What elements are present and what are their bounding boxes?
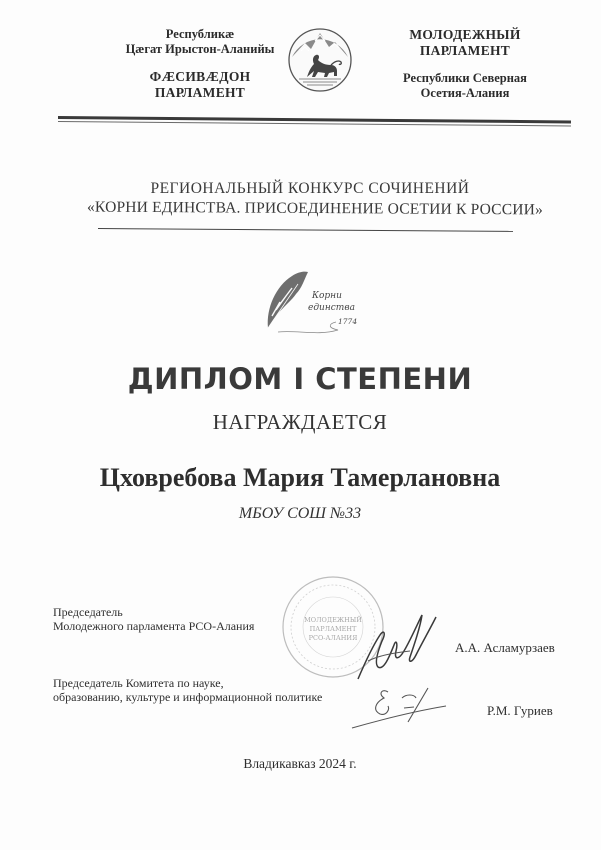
header-left-org2: ПАРЛАМЕНТ <box>154 85 246 100</box>
svg-text:1774: 1774 <box>338 317 358 326</box>
svg-text:РСО-АЛАНИЯ: РСО-АЛАНИЯ <box>308 634 358 642</box>
signatory-1-name: А.А. Асламурзаев <box>455 640 555 655</box>
header-left-org1: ФÆСИВÆДОН <box>149 69 251 84</box>
header-left-line2: Цæгат Ирыстон-Аланийы <box>125 42 275 56</box>
header-right-line2: Осетия-Алания <box>420 86 510 100</box>
republic-emblem-icon <box>287 27 353 93</box>
signatory-2-name: Р.М. Гуриев <box>487 703 553 718</box>
city-year: Владикавказ 2024 г. <box>243 756 357 771</box>
contest-title-line1: РЕГИОНАЛЬНЫЙ КОНКУРС СОЧИНЕНИЙ <box>150 180 470 197</box>
header-left-line1: Республикæ <box>165 27 235 41</box>
svg-text:МОЛОДЕЖНЫЙ: МОЛОДЕЖНЫЙ <box>304 616 362 624</box>
header-right-org2: ПАРЛАМЕНТ <box>419 43 511 58</box>
recipient-school: МБОУ СОШ №33 <box>238 505 362 522</box>
signatory-2-role <box>53 676 343 704</box>
header-right-org1: МОЛОДЕЖНЫЙ <box>409 27 521 42</box>
header-right-line1: Республики Северная <box>403 71 527 85</box>
signatory-1-role-line2: Молодежного парламента РСО-Алания <box>53 619 255 633</box>
signatory-1-role <box>53 605 293 633</box>
contest-logo <box>258 266 368 338</box>
signatory-2-role-line2: образованию, культуре и информационной политике <box>53 690 323 704</box>
contest-title-underline <box>98 228 513 232</box>
diploma-title: ДИПЛОМ I СТЕПЕНИ <box>127 362 473 396</box>
svg-text:ПАРЛАМЕНТ: ПАРЛАМЕНТ <box>309 625 357 633</box>
recipient-name: Цховребова Мария Тамерлановна <box>99 463 501 492</box>
signatory-1-role-line1: Председатель <box>53 605 123 619</box>
feather-quill-icon <box>258 266 368 338</box>
svg-text:Корни: Корни <box>312 291 342 301</box>
signature-1-icon <box>350 605 445 685</box>
signature-2-icon <box>350 680 460 730</box>
svg-text:единства: единства <box>308 303 355 313</box>
header-right-block <box>370 27 560 101</box>
awarded-label: НАГРАЖДАЕТСЯ <box>212 410 388 434</box>
signatory-2-role-line1: Председатель Комитета по науке, <box>53 676 224 690</box>
contest-title-line2: «КОРНИ ЕДИНСТВА. ПРИСОЕДИНЕНИЕ ОСЕТИИ К РОССИИ» <box>86 198 544 219</box>
header-left-block <box>100 27 300 101</box>
